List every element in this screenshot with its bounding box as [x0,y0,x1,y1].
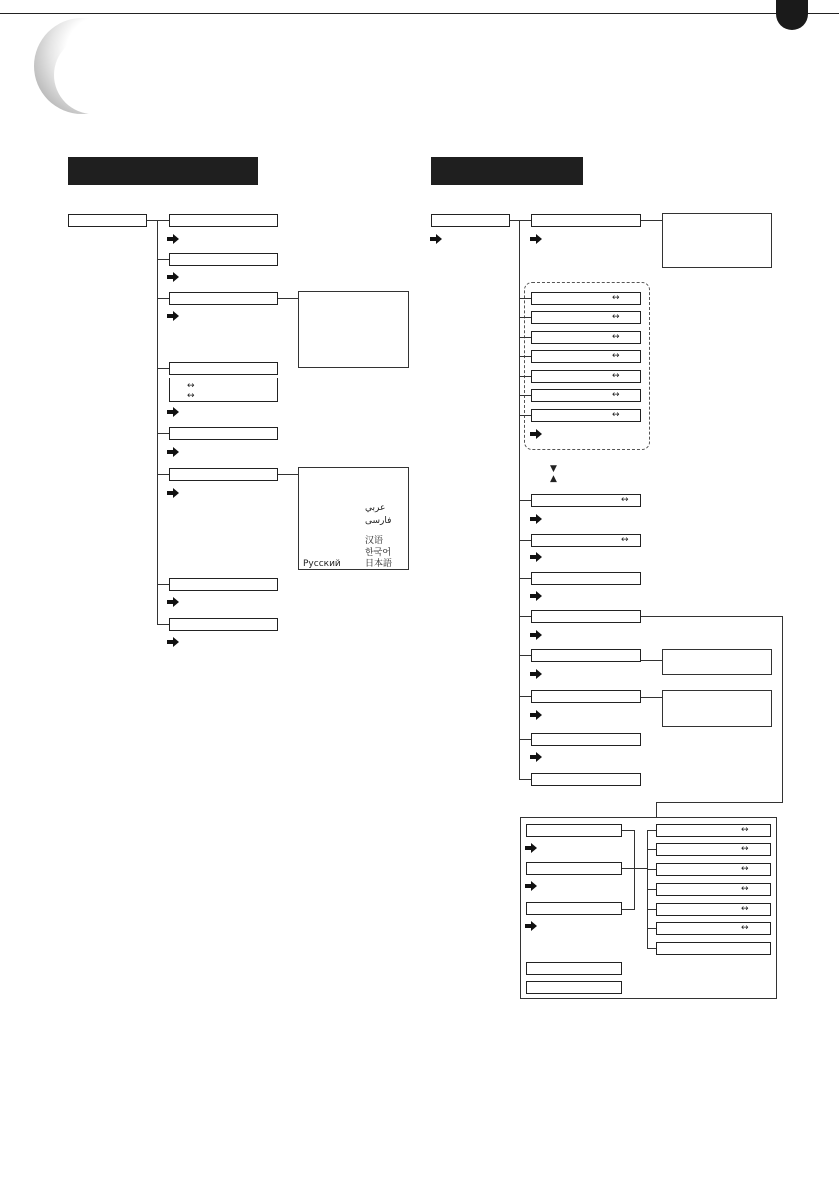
right-arrow-icon [167,637,179,647]
connector [278,474,298,475]
left-item-box-1 [169,214,278,227]
connector [647,928,656,929]
connector [647,830,656,831]
submenu-item-3 [526,902,622,915]
connector [647,948,656,949]
connector [656,802,657,817]
connector [782,616,783,802]
connector [157,259,169,260]
right-option-panel-1 [662,213,772,268]
right-arrow-icon [525,843,537,853]
language-korean: 한국어 [365,548,392,558]
connector [510,220,531,221]
left-right-arrow-icon: ↔ [612,312,620,322]
connector [519,779,531,780]
submenu-item-2 [526,862,622,875]
left-item-box-2 [169,253,278,266]
left-right-arrow-icon: ↔ [612,351,620,361]
right-arrow-icon [167,311,179,321]
right-arrow-icon [530,630,542,640]
left-right-arrow-icon: ↔ [621,535,629,545]
submenu-option-7 [656,942,771,955]
left-item-box-3 [169,292,278,305]
submenu-item-1 [526,824,622,837]
right-arrow-icon [167,597,179,607]
connector [647,889,656,890]
left-option-panel-1 [298,291,409,368]
right-item-box-1 [531,214,641,227]
connector [157,474,169,475]
left-item-box-4-sub [169,378,278,402]
connector [622,909,634,910]
connector [519,415,531,416]
right-option-panel-2 [662,649,772,675]
submenu-option-3 [656,863,771,876]
connector [519,540,531,541]
left-right-arrow-icon: ↔ [612,390,620,400]
connector [647,849,656,850]
left-right-arrow-icon: ↔ [621,495,629,505]
left-right-arrow-icon: ↔ [612,293,620,303]
right-item-box-8 [531,733,641,746]
left-right-arrow-icon: ↔ [612,371,620,381]
left-root-box [68,214,147,227]
left-item-box-6 [169,468,278,481]
adjustment-group [524,282,650,450]
top-rule [0,13,839,14]
connector [519,696,531,697]
connector [519,655,531,656]
connector [519,317,531,318]
adjust-box-5 [531,370,641,383]
right-arrow-icon [167,272,179,282]
right-arrow-icon [530,429,542,439]
left-item-box-5 [169,427,278,440]
submenu-option-4 [656,883,771,896]
connector [647,869,656,870]
connector [278,298,298,299]
right-arrow-icon [530,710,542,720]
right-arrow-icon [530,591,542,601]
connector [519,578,531,579]
connector [519,739,531,740]
submenu-item-5 [526,981,622,994]
connector [647,909,656,910]
right-arrow-icon [167,488,179,498]
language-chinese: 汉语 [365,536,384,546]
language-japanese: 日本語 [365,559,393,569]
left-right-arrow-icon: ↔ [612,410,620,420]
triangle-down-icon: ▼ [550,464,557,474]
right-arrow-icon [530,752,542,762]
connector [634,830,635,910]
right-arrow-icon [167,407,179,417]
connector [519,616,531,617]
right-item-box-4 [531,572,641,585]
connector [641,660,662,661]
connector [641,616,782,617]
connector [147,220,169,221]
left-right-arrow-icon: ↔ [741,844,749,854]
connector [622,868,647,869]
left-right-arrow-icon: ↔ [612,332,620,342]
left-right-arrow-icon: ↔ [187,381,195,391]
adjust-box-2 [531,311,641,324]
right-arrow-icon [430,234,442,244]
right-arrow-icon [530,552,542,562]
language-russian: Русский [303,559,341,569]
triangle-up-icon: ▲ [550,474,557,484]
connector [519,500,531,501]
left-right-arrow-icon: ↔ [741,923,749,933]
adjust-box-1 [531,292,641,305]
left-right-arrow-icon: ↔ [741,864,749,874]
connector [519,395,531,396]
left-right-arrow-icon: ↔ [187,391,195,401]
right-arrow-icon [530,669,542,679]
right-section-header [431,157,583,185]
submenu-option-2 [656,843,771,856]
connector [157,368,169,369]
left-section-header [68,157,258,185]
right-arrow-icon [525,881,537,891]
submenu-option-6 [656,922,771,935]
adjust-box-4 [531,350,641,363]
right-arrow-icon [530,514,542,524]
adjust-box-6 [531,389,641,402]
right-item-box-6 [531,649,641,662]
connector [519,298,531,299]
right-arrow-icon [167,234,179,244]
right-item-box-5 [531,610,641,623]
connector [641,220,662,221]
connector [519,337,531,338]
left-right-arrow-icon: ↔ [741,884,749,894]
left-item-box-4 [169,362,278,375]
left-right-arrow-icon: ↔ [741,825,749,835]
chapter-circle-inner [54,36,132,114]
left-item-box-7 [169,578,278,591]
language-arabic: عربي [365,503,386,513]
page-tab [776,0,808,30]
right-arrow-icon [167,447,179,457]
right-option-panel-3 [662,690,772,727]
language-farsi: فارسی [365,516,392,526]
connector [656,802,783,803]
connector [157,624,169,625]
language-panel [298,467,409,570]
submenu-item-4 [526,962,622,975]
submenu-option-1 [656,824,771,837]
right-arrow-icon [530,234,542,244]
adjust-box-7 [531,409,641,422]
connector [641,697,662,698]
submenu-option-5 [656,903,771,916]
adjust-box-3 [531,331,641,344]
connector [157,298,169,299]
right-root-box [431,214,510,227]
right-item-box-9 [531,773,641,786]
connector [519,376,531,377]
right-arrow-icon [525,921,537,931]
connector [157,433,169,434]
connector [622,830,634,831]
connector [519,356,531,357]
connector [157,584,169,585]
left-trunk-line [157,220,158,625]
right-item-box-7 [531,690,641,703]
left-item-box-8 [169,618,278,631]
left-right-arrow-icon: ↔ [741,904,749,914]
